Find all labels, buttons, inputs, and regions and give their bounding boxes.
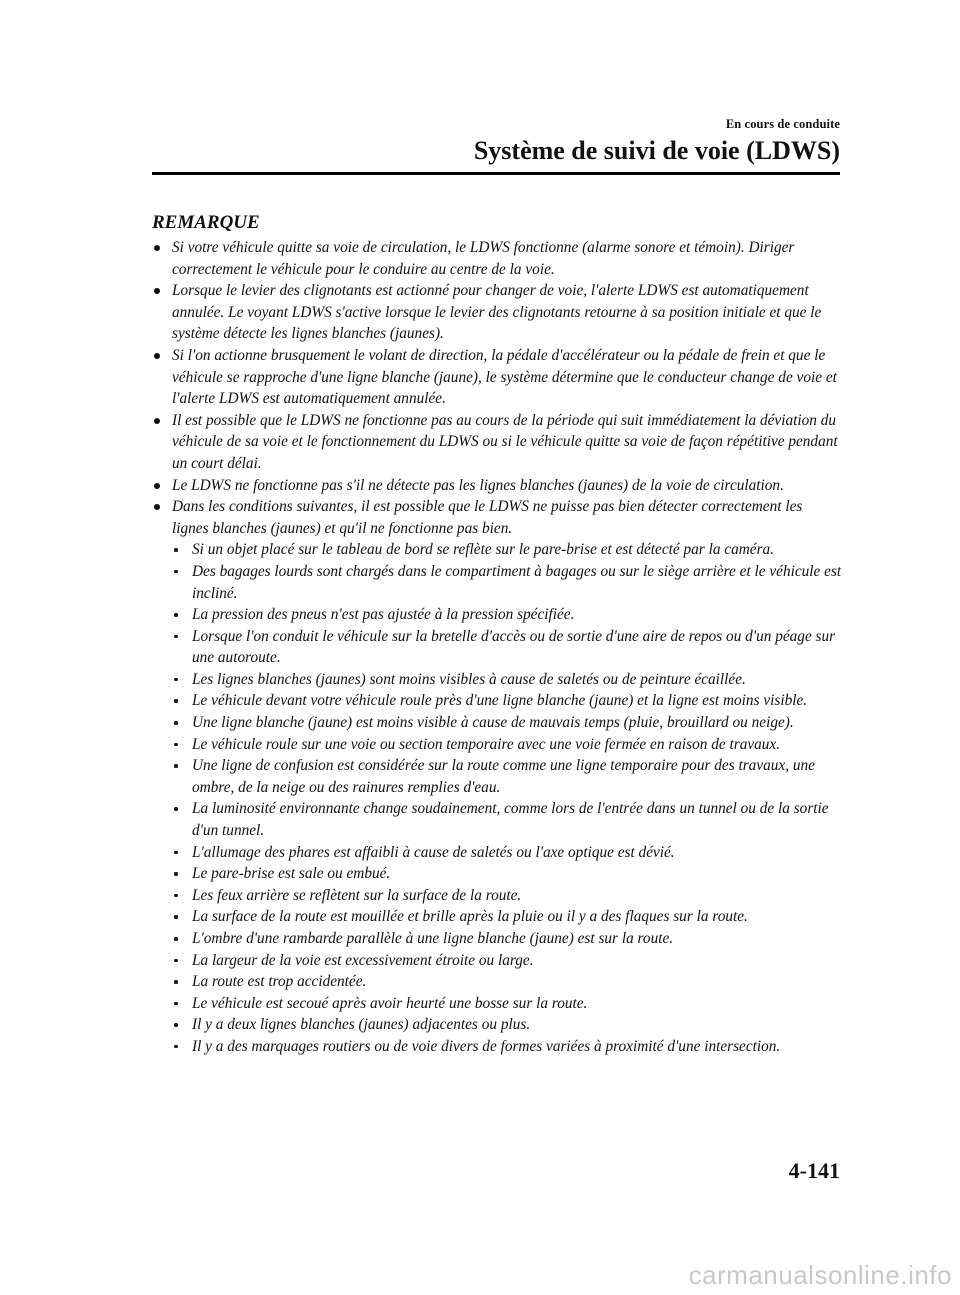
- conditions-list: [172, 539, 842, 1057]
- condition-text: Le véhicule roule sur une voie ou section temporaire avec une voie fermée en raison de travaux.: [192, 735, 781, 753]
- sub-bullet-icon: [174, 1045, 178, 1049]
- condition-item: [152, 734, 842, 756]
- note-item: [152, 280, 842, 345]
- bullet-icon: [154, 288, 160, 294]
- condition-item: [152, 798, 842, 841]
- chapter-title: Système de suivi de voie (LDWS): [473, 136, 840, 165]
- note-item-text: Il est possible que le LDWS ne fonctionne pas au cours de la période qui suit immédiatement la déviation du véhicule de sa voie et le fonctionnement du LDWS ou si le véhicule quitte sa voie de façon répétitive pendant un court délai.: [172, 411, 838, 472]
- condition-text: Il y a des marquages routiers ou de voie divers de formes variées à proximité d'une intersection.: [192, 1037, 781, 1055]
- condition-item: [152, 928, 842, 950]
- note-item: [152, 345, 842, 410]
- condition-item: [152, 971, 842, 993]
- condition-text: Le véhicule devant votre véhicule roule près d'une ligne blanche (jaune) et la ligne est moins visible.: [192, 692, 808, 710]
- condition-text: La luminosité environnante change soudainement, comme lors de l'entrée dans un tunnel ou de la sortie d'un tunnel.: [192, 800, 829, 840]
- condition-text: Le pare-brise est sale ou embué.: [192, 865, 391, 883]
- condition-item: [152, 669, 842, 691]
- note-item-text: Dans les conditions suivantes, il est possible que le LDWS ne puisse pas bien détecter correctement les lignes blanches (jaunes) et qu'il ne fonctionne pas bien.: [172, 498, 803, 537]
- condition-item: [152, 690, 842, 712]
- condition-text: Si un objet placé sur le tableau de bord se reflète sur le pare-brise et est détecté par la caméra.: [192, 541, 774, 559]
- condition-item: [152, 712, 842, 734]
- sub-bullet-icon: [174, 980, 178, 984]
- condition-text: Une ligne blanche (jaune) est moins visible à cause de mauvais temps (pluie, brouillard ou neige).: [192, 714, 794, 732]
- sub-bullet-icon: [174, 613, 178, 617]
- condition-item: [152, 539, 842, 561]
- watermark: carmanualsonline.info: [688, 1260, 952, 1290]
- note-title: REMARQUE: [152, 212, 260, 233]
- condition-text: Les feux arrière se reflètent sur la surface de la route.: [192, 886, 522, 904]
- condition-text: Les lignes blanches (jaunes) sont moins visibles à cause de saletés ou de peinture écaillée.: [192, 670, 746, 688]
- sub-bullet-icon: [174, 915, 178, 919]
- note-item-text: Le LDWS ne fonctionne pas s'il ne détecte pas les lignes blanches (jaunes) de la voie de circulation.: [172, 476, 784, 494]
- note-item-text: Si votre véhicule quitte sa voie de circulation, le LDWS fonctionne (alarme sonore et témoin). Diriger correctement le véhicule pour le conduire au centre de la voie.: [172, 239, 795, 278]
- note-item-text: Si l'on actionne brusquement le volant de direction, la pédale d'accélérateur ou la pédale de frein et que le véhicule se rapproche d'une ligne blanche (jaune), le système détermine que le conducteur change de voie et l'alerte LDWS est automatiquement annulée.: [172, 346, 837, 408]
- sub-bullet-icon: [174, 1002, 178, 1006]
- bullet-icon: [154, 483, 160, 489]
- condition-item: [152, 1036, 842, 1058]
- sub-bullet-icon: [174, 743, 178, 747]
- note-item-text: Lorsque le levier des clignotants est actionné pour changer de voie, l'alerte LDWS est automatiquement annulée. Le voyant LDWS s'active lorsque le levier des clignotants retourne à sa position initiale et que le système détecte les lignes blanches (jaunes).: [172, 282, 822, 343]
- sub-bullet-icon: [174, 894, 178, 898]
- note-item: [152, 475, 842, 497]
- condition-text: L'ombre d'une rambarde parallèle à une ligne blanche (jaune) est sur la route.: [192, 930, 674, 947]
- sub-bullet-icon: [174, 937, 178, 941]
- bullet-icon: [154, 418, 160, 424]
- bullet-icon: [154, 353, 160, 359]
- condition-text: La largeur de la voie est excessivement étroite ou large.: [192, 951, 534, 969]
- condition-item: [152, 604, 842, 626]
- sub-bullet-icon: [174, 764, 178, 768]
- condition-item: [152, 863, 842, 885]
- condition-text: La route est trop accidentée.: [192, 973, 367, 991]
- note-item: [152, 410, 842, 475]
- sub-bullet-icon: [174, 635, 178, 639]
- sub-bullet-icon: [174, 570, 178, 574]
- sub-bullet-icon: [174, 959, 178, 963]
- condition-item: [152, 950, 842, 972]
- sub-bullet-icon: [174, 851, 178, 855]
- section-label: En cours de conduite: [725, 117, 840, 131]
- condition-text: Lorsque l'on conduit le véhicule sur la bretelle d'accès ou de sortie d'une aire de repos ou d'un péage sur une autoroute.: [192, 627, 836, 667]
- condition-item: [152, 885, 842, 907]
- sub-bullet-icon: [174, 872, 178, 876]
- note-block: [152, 211, 842, 1058]
- bullet-icon: [154, 245, 160, 251]
- sub-bullet-icon: [174, 721, 178, 725]
- bullet-icon: [154, 504, 160, 510]
- condition-item: [152, 993, 842, 1015]
- condition-item: [152, 755, 842, 798]
- page-number: 4-141: [788, 1158, 840, 1183]
- sub-bullet-icon: [174, 548, 178, 552]
- condition-text: La pression des pneus n'est pas ajustée à la pression spécifiée.: [192, 606, 575, 624]
- header-divider: [152, 172, 840, 175]
- condition-text: Des bagages lourds sont chargés dans le compartiment à bagages ou sur le siège arrière et le véhicule est incliné.: [192, 562, 842, 602]
- condition-text: La surface de la route est mouillée et brille après la pluie ou il y a des flaques sur la route.: [192, 908, 748, 926]
- condition-text: Le véhicule est secoué après avoir heurté une bosse sur la route.: [192, 994, 588, 1012]
- condition-text: Une ligne de confusion est considérée sur la route comme une ligne temporaire pour des travaux, une ombre, de la neige ou des rainures remplies d'eau.: [192, 757, 815, 796]
- note-item: [152, 237, 842, 280]
- condition-text: L'allumage des phares est affaibli à cause de saletés ou l'axe optique est dévié.: [192, 843, 675, 861]
- note-item: [152, 496, 842, 1057]
- sub-bullet-icon: [174, 699, 178, 703]
- condition-text: Il y a deux lignes blanches (jaunes) adjacentes ou plus.: [192, 1016, 531, 1034]
- sub-bullet-icon: [174, 1023, 178, 1027]
- condition-item: [152, 906, 842, 928]
- condition-item: [152, 1014, 842, 1036]
- condition-item: [152, 842, 842, 864]
- note-list: [152, 237, 842, 1058]
- condition-item: [152, 626, 842, 669]
- sub-bullet-icon: [174, 807, 178, 811]
- sub-bullet-icon: [174, 678, 178, 682]
- condition-item: [152, 561, 842, 604]
